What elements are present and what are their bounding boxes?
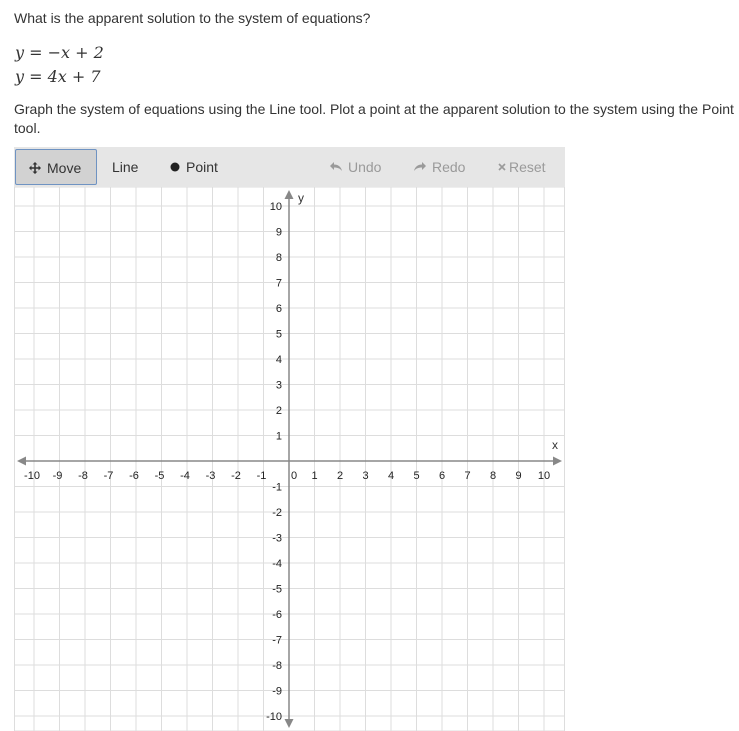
point-tool-label: Point: [186, 159, 218, 175]
y-tick-label: -7: [272, 634, 282, 647]
y-tick-label: -3: [272, 532, 282, 545]
graph-toolbar: [14, 147, 565, 187]
point-tool-button[interactable]: [170, 149, 218, 185]
equation-1: y = −x + 2: [15, 43, 104, 62]
x-axis-arrow-right: [553, 457, 562, 466]
x-tick-label: 0: [291, 470, 298, 482]
equation-2: y = 4x + 7: [15, 67, 101, 86]
y-tick-label: -5: [272, 583, 282, 596]
y-tick-label: 9: [275, 226, 282, 239]
redo-arrow-icon: [414, 149, 426, 185]
x-tick-label: 1: [311, 470, 318, 482]
y-tick-label: -8: [272, 660, 282, 672]
instructions-text: Graph the system of equations using the Line tool. Plot a point at the apparent solution to the system using the Point tool.: [14, 101, 734, 136]
x-tick-label: -6: [129, 470, 139, 482]
x-tick-label: 7: [464, 470, 471, 482]
y-tick-label: 7: [275, 277, 282, 290]
y-tick-label: -9: [272, 685, 282, 698]
x-axis-label: x: [552, 438, 558, 452]
x-tick-label: 5: [413, 470, 420, 482]
x-tick-label: -2: [231, 470, 241, 482]
y-tick-label: -4: [272, 558, 282, 570]
x-tick-label: -4: [180, 470, 190, 482]
y-tick-label: 8: [275, 252, 282, 264]
line-tool-label: Line: [112, 159, 139, 175]
y-tick-label: 3: [275, 379, 282, 392]
undo-label: Undo: [348, 159, 382, 175]
x-tick-label: -3: [205, 470, 216, 482]
x-axis-arrow-left: [17, 457, 26, 466]
question-text: What is the apparent solution to the system of equations?: [14, 10, 371, 26]
x-tick-label: -7: [103, 470, 114, 482]
line-tool-button[interactable]: [112, 149, 138, 185]
move-tool-button[interactable]: [15, 149, 97, 185]
x-tick-label: 6: [438, 470, 446, 482]
y-tick-label: 10: [269, 201, 282, 213]
y-tick-label: 5: [275, 328, 282, 341]
y-tick-label: -10: [266, 711, 282, 723]
y-axis-arrow-down: [285, 719, 294, 728]
x-tick-label: -10: [24, 470, 40, 482]
y-tick-label: 4: [275, 354, 282, 366]
move-tool-label: Move: [47, 160, 82, 176]
undo-arrow-icon: [330, 149, 342, 185]
y-axis-label: y: [298, 191, 304, 205]
point-dot-icon: [170, 149, 180, 185]
x-tick-label: -9: [52, 470, 63, 482]
x-tick-label: 3: [362, 470, 369, 482]
y-tick-label: 1: [275, 430, 282, 443]
move-arrows-icon: [29, 150, 41, 186]
x-tick-label: 10: [537, 470, 551, 482]
x-icon: [498, 149, 506, 185]
y-axis-arrow-up: [285, 190, 294, 199]
coordinate-graph[interactable]: [14, 187, 565, 731]
redo-button[interactable]: [414, 149, 465, 185]
redo-label: Redo: [432, 159, 466, 175]
y-tick-label: -1: [272, 481, 282, 494]
undo-button[interactable]: [330, 149, 381, 185]
y-tick-label: 6: [275, 303, 282, 315]
graph-canvas[interactable]: [14, 187, 565, 731]
x-tick-label: -8: [78, 470, 88, 482]
x-tick-label: -5: [154, 470, 165, 482]
reset-label: Reset: [509, 159, 546, 175]
x-tick-label: 2: [336, 470, 344, 482]
y-tick-label: -6: [272, 609, 282, 621]
x-tick-label: 4: [387, 470, 395, 482]
x-tick-label: 8: [489, 470, 497, 482]
x-tick-label: 9: [515, 470, 522, 482]
reset-button[interactable]: [498, 149, 546, 185]
y-tick-label: -2: [272, 507, 282, 519]
y-tick-label: 2: [275, 405, 282, 417]
x-tick-label: -1: [256, 470, 267, 482]
